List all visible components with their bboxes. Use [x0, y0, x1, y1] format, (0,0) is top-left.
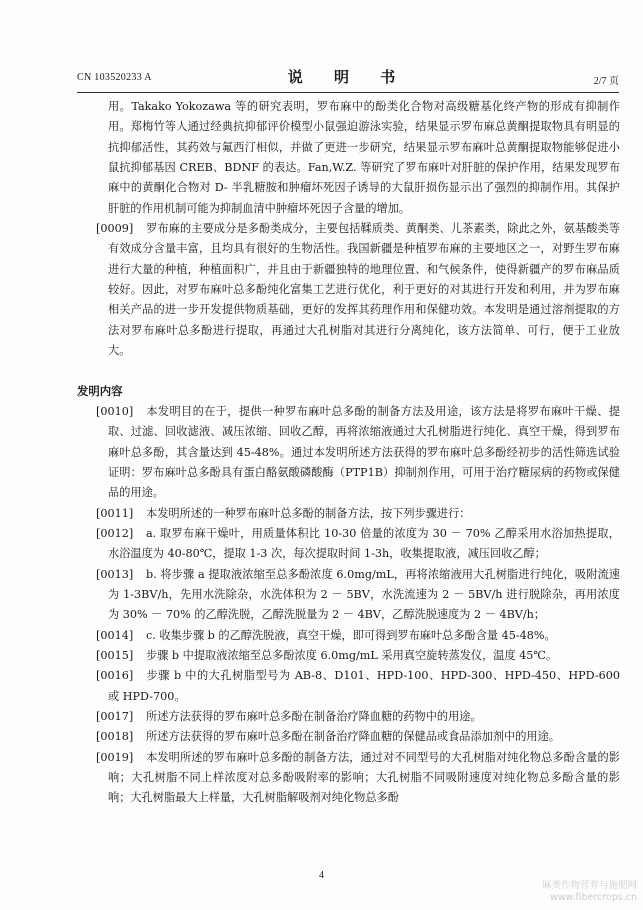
paragraph-text: 本发明所述的一种罗布麻叶总多酚的制备方法，按下列步骤进行： [146, 506, 471, 520]
paragraph-0017 [96, 707, 620, 727]
paragraph-number: [0015] [96, 648, 134, 662]
watermark-url: www.fibercrops.cn [550, 892, 637, 903]
paragraph-0010 [96, 402, 620, 504]
paragraph-text: a. 取罗布麻干燥叶，用质量体积比 10-30 倍量的浓度为 30 － 70% 乙醇采用水浴加热提取，水浴温度为 40-80℃，提取 1-3 次，每次提取时间 1-3h，收集提取液，减压回收乙醇； [108, 526, 620, 561]
spacer [108, 361, 620, 381]
paragraph-text: 步骤 b 中的大孔树脂型号为 AB-8、D101、HPD-100、HPD-300、HPD-450、HPD-600 或 HPD-700。 [108, 669, 620, 703]
paragraph-0015 [96, 646, 620, 666]
paragraph-number: [0014] [96, 628, 134, 642]
page-indicator: 2/7 页 [593, 76, 619, 87]
section-heading: 发明内容 [77, 384, 123, 399]
paragraph-number: [0017] [96, 709, 134, 723]
paragraph-text: 本发明所述的罗布麻叶总多酚的制备方法，通过对不同型号的大孔树脂对纯化物总多酚含量的影响；大孔树脂不同上样浓度对总多酚吸附率的影响；大孔树脂不同吸附速度对纯化物总多酚含量的影响；大孔树脂最大上样量，大孔树脂解吸剂对纯化物总多酚 [108, 750, 620, 805]
publication-number: CN 103520233 A [77, 72, 152, 83]
paragraph-number: [0011] [96, 506, 134, 520]
paragraph-text: 步骤 b 中提取液浓缩至总多酚浓度 6.0mg/mL 采用真空旋转蒸发仪，温度 45℃。 [146, 648, 558, 662]
page-header [77, 64, 619, 92]
document-title: 说 明 书 [287, 68, 409, 86]
paragraph-continued [108, 97, 620, 219]
document-body [77, 97, 620, 809]
paragraph-text: c. 收集步骤 b 的乙醇洗脱液，真空干燥，即可得到罗布麻叶总多酚含量 45-48%。 [146, 628, 556, 642]
paragraph-0009 [96, 219, 620, 361]
paragraph-text: 罗布麻的主要成分是多酚类成分，主要包括鞣质类、黄酮类、儿茶素类，除此之外，氨基酸类等有效成分含量丰富，且均具有很好的生物活性。我国新疆是种植罗布麻的主要地区之一，对野生罗布麻进行大量的种植，种植面积广，并且由于新疆独特的地理位置、和气候条件，使得新疆产的罗布麻品质较好。因此，对罗布麻叶总多酚纯化富集工艺进行优化，利于更好的对其进行开发和利用，并为罗布麻相关产品的进一步开发提供物质基础，更好的发挥其药理作用和保健功效。本发明是通过溶剂提取的方法对罗布麻叶总多酚进行提取，再通过大孔树脂对其进行分离纯化，该方法简单、可行，便于工业放大。 [108, 222, 620, 358]
paragraph-number: [0018] [96, 730, 134, 744]
paragraph-0016 [96, 666, 620, 707]
paragraph-number: [0013] [96, 567, 134, 581]
paragraph-0011 [96, 504, 620, 524]
paragraph-number: [0010] [96, 404, 134, 418]
header-rule [77, 92, 619, 93]
paragraph-number: [0009] [96, 222, 134, 236]
site-watermark [542, 880, 637, 904]
paragraph-0018 [96, 727, 620, 747]
paragraph-text: 所述方法获得的罗布麻叶总多酚在制备治疗降血糖的药物中的用途。 [146, 709, 482, 723]
page-number: 4 [319, 870, 324, 881]
paragraph-text: 用。Takako Yokozawa 等的研究表明，罗布麻中的酚类化合物对高级糖基化终产物的形成有抑制作用。郑梅竹等人通过经典抗抑郁评价模型小鼠强迫游泳实验，结果显示罗布麻总黄酮提取物具有明显的抗抑郁活性，其药效与氟西汀相似，并做了更进一步研究，结果显示罗布麻叶总黄酮提取物能够促进小鼠抗抑郁基因 CREB、BDNF 的表达。Fan,W.Z. 等研究了罗布麻叶对肝脏的保护作用，结果发现罗布麻中的黄酮化合物对 D- 半乳糖胺和肿瘤坏死因子诱导的大鼠肝损伤显示出了强烈的抑制作用。其保护肝脏的作用机制可能为抑制血清中肿瘤坏死因子含量的增加。 [108, 100, 620, 215]
paragraph-text: 本发明目的在于，提供一种罗布麻叶总多酚的制备方法及用途，该方法是将罗布麻叶干燥、提取、过滤、回收滤液、减压浓缩、回收乙醇，再将浓缩液通过大孔树脂进行纯化、真空干燥，得到罗布麻叶总多酚，其含量达到 45-48%。通过本发明所述方法获得的罗布麻叶总多酚经初步的活性筛选试验证明：罗布麻叶总多酚具有蛋白酪氨酸磷酸酶（PTP1B）抑制剂作用，可用于治疗糖尿病的药物或保健品的用途。 [108, 404, 620, 500]
paragraph-0012 [96, 524, 620, 565]
watermark-title: 麻类作物营养与施肥网 [541, 880, 637, 891]
paragraph-number: [0016] [96, 669, 134, 683]
paragraph-number: [0019] [96, 750, 134, 764]
paragraph-0014 [96, 626, 620, 646]
paragraph-0019 [96, 748, 620, 809]
paragraph-text: b. 将步骤 a 提取液浓缩至总多酚浓度 6.0mg/mL，再将浓缩液用大孔树脂进行纯化，吸附流速为 1-3BV/h，先用水洗除杂，水洗体积为 2 － 5BV，水洗流速为 2 － 5BV/h 进行脱除杂，再用浓度为 30% － 70% 的乙醇洗脱，乙醇洗脱量为 2 － 4BV，乙醇洗脱速度为 2 － 4BV/h； [108, 567, 620, 622]
paragraph-text: 所述方法获得的罗布麻叶总多酚在制备治疗降血糖的保健品或食品添加剂中的用途。 [146, 730, 560, 744]
paragraph-number: [0012] [96, 526, 134, 540]
paragraph-0013 [96, 565, 620, 626]
